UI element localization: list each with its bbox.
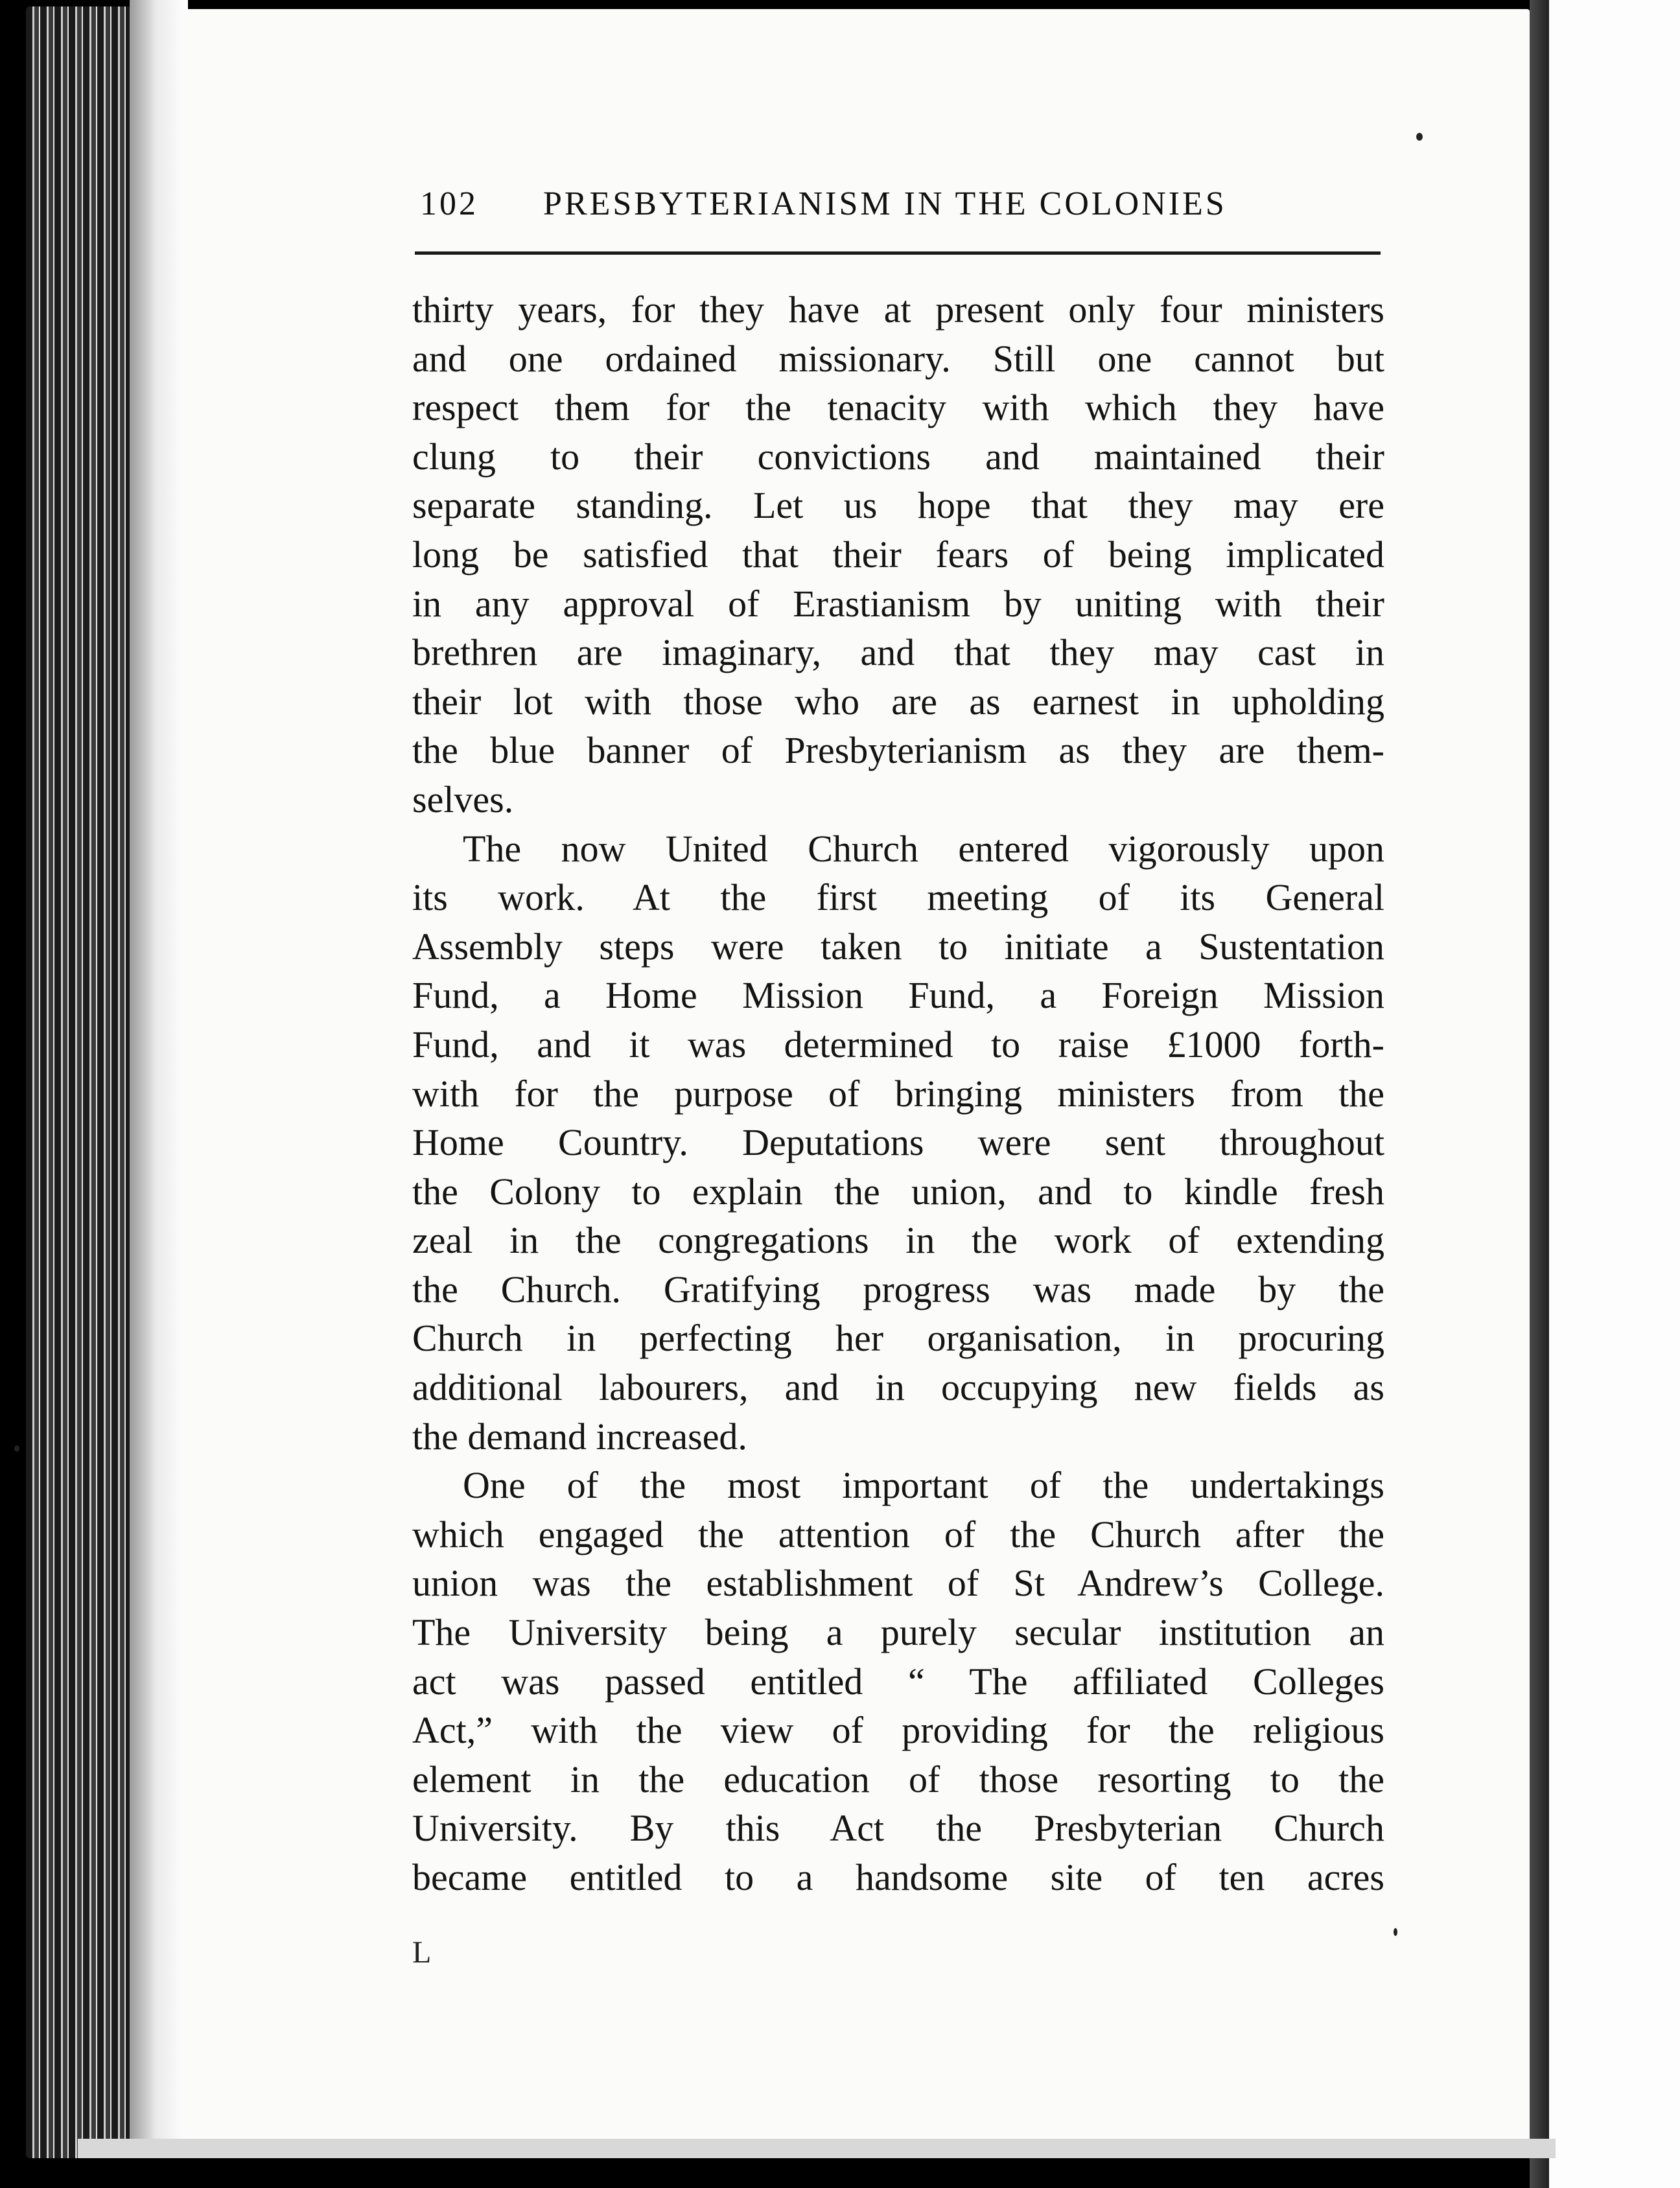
text-line: Fund, and it was determined to raise £1000 forth- [412, 1023, 1384, 1065]
page-bottom-edge [78, 2139, 1556, 2158]
text-line: in any approval of Erastianism by uniting with their [412, 582, 1384, 625]
text-line: thirty years, for they have at present only four ministers [412, 288, 1384, 331]
text-line: Act,” with the view of providing for the religious [412, 1709, 1384, 1752]
body-text [412, 285, 1384, 1902]
text-line: and one ordained missionary. Still one cannot but [412, 337, 1384, 380]
text-line: brethren are imaginary, and that they may cast in [412, 631, 1384, 674]
book-spine-edge [1530, 0, 1549, 2188]
paragraph-start-line: The now United Church entered vigorously upon [463, 827, 1384, 870]
text-line: element in the education of those resorting to the [412, 1758, 1384, 1800]
catchword-mark: L [412, 1935, 432, 1970]
text-line: additional labourers, and in occupying new fields as [412, 1366, 1384, 1409]
text-line: selves. [412, 778, 514, 820]
text-line: University. By this Act the Presbyterian Church [412, 1807, 1384, 1850]
text-line: their lot with those who are as earnest in upholding [412, 680, 1384, 723]
text-line: Home Country. Deputations were sent throughout [412, 1121, 1384, 1164]
scan-background-right [1549, 0, 1680, 2188]
text-line: act was passed entitled “ The affiliated Colleges [412, 1660, 1384, 1703]
text-line: clung to their convictions and maintained their [412, 435, 1384, 478]
page-number: 102 [420, 185, 478, 222]
text-line: which engaged the attention of the Church after the [412, 1513, 1384, 1555]
text-line: Assembly steps were taken to initiate a Sustentation [412, 925, 1384, 968]
text-line: separate standing. Let us hope that they may ere [412, 484, 1384, 527]
text-line: the Church. Gratifying progress was made by the [412, 1268, 1384, 1310]
header-rule [415, 251, 1381, 255]
text-line: the demand increased. [412, 1415, 747, 1458]
scan-speck [1394, 1928, 1397, 1936]
text-line: union was the establishment of St Andrew’s College. [412, 1562, 1384, 1605]
text-line: Church in perfecting her organisation, in procuring [412, 1317, 1384, 1360]
text-line: the Colony to explain the union, and to kindle fresh [412, 1170, 1384, 1213]
scan-speck [1416, 133, 1423, 141]
running-title: PRESBYTERIANISM IN THE COLONIES [543, 185, 1227, 222]
text-line: zeal in the congregations in the work of extending [412, 1219, 1384, 1262]
running-header [420, 185, 1379, 224]
text-line: Fund, a Home Mission Fund, a Foreign Mission [412, 974, 1384, 1017]
text-line: The University being a purely secular institution an [412, 1611, 1384, 1654]
text-line: with for the purpose of bringing ministers from the [412, 1072, 1384, 1115]
scan-speck [14, 1445, 19, 1452]
text-line: respect them for the tenacity with which they have [412, 386, 1384, 429]
text-line: its work. At the first meeting of its General [412, 876, 1384, 919]
text-line: the blue banner of Presbyterianism as they are them- [412, 729, 1384, 772]
page-gutter-shadow [130, 0, 188, 2152]
text-line: became entitled to a handsome site of ten acres [412, 1856, 1384, 1898]
paragraph-start-line: One of the most important of the undertakings [463, 1464, 1384, 1507]
text-line: long be satisfied that their fears of being implicated [412, 533, 1384, 576]
